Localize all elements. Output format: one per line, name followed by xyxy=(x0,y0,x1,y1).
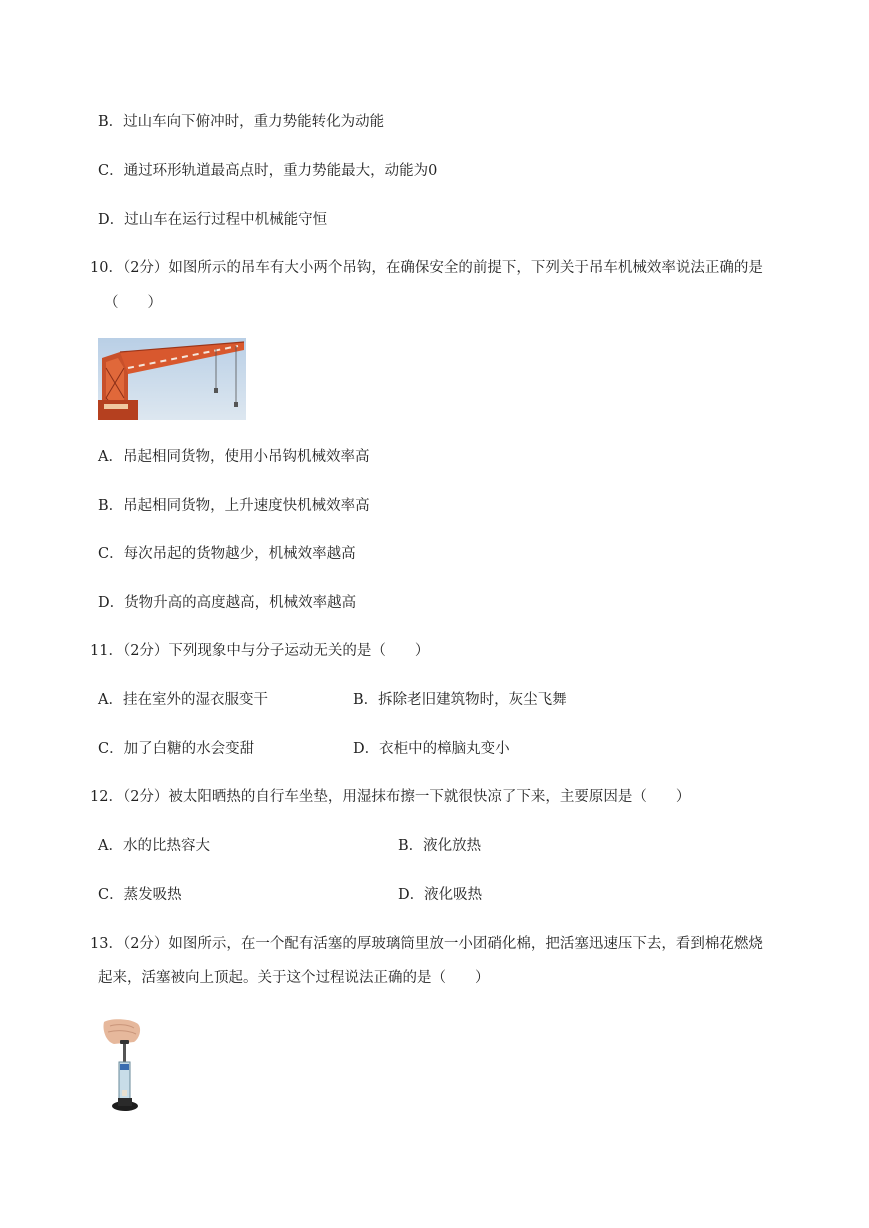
q12-stem: 12．（2分）被太阳晒热的自行车坐垫，用湿抹布擦一下就很快凉了下来，主要原因是（ ） xyxy=(90,789,691,805)
q9-option-d: D．过山车在运行过程中机械能守恒 xyxy=(98,212,328,228)
q12-option-c: C．蒸发吸热 xyxy=(98,887,182,903)
q9-option-b: B．过山车向下俯冲时，重力势能转化为动能 xyxy=(98,114,385,130)
q11-option-a: A．挂在室外的湿衣服变干 xyxy=(98,692,268,708)
q10-option-d: D．货物升高的高度越高，机械效率越高 xyxy=(98,595,357,611)
q13-stem-line2: 起来，活塞被向上顶起。关于这个过程说法正确的是（ ） xyxy=(98,970,490,986)
q12-option-a: A．水的比热容大 xyxy=(98,838,210,854)
q11-stem: 11．（2分）下列现象中与分子运动无关的是（ ） xyxy=(90,643,430,659)
q10-stem: 10．（2分）如图所示的吊车有大小两个吊钩，在确保安全的前提下，下列关于吊车机械效率说法正确的是 xyxy=(90,260,763,276)
q10-option-b: B．吊起相同货物，上升速度快机械效率高 xyxy=(98,498,370,514)
q11-option-d: D．衣柜中的樟脑丸变小 xyxy=(353,741,510,757)
q13-stem: 13．（2分）如图所示，在一个配有活塞的厚玻璃筒里放一小团硝化棉，把活塞迅速压下去，看到棉花燃烧 xyxy=(90,936,763,952)
piston-cylinder-photo xyxy=(100,1018,145,1114)
q10-option-a: A．吊起相同货物，使用小吊钩机械效率高 xyxy=(98,449,370,465)
q12-option-d: D．液化吸热 xyxy=(398,887,483,903)
q9-option-c: C．通过环形轨道最高点时，重力势能最大，动能为0 xyxy=(98,163,438,179)
q10-option-c: C．每次吊起的货物越少，机械效率越高 xyxy=(98,546,356,562)
crane-photo xyxy=(98,338,246,420)
q12-option-b: B．液化放热 xyxy=(398,838,482,854)
q10-stem-bracket: （ ） xyxy=(104,295,162,311)
q11-option-c: C．加了白糖的水会变甜 xyxy=(98,741,255,757)
q11-option-b: B．拆除老旧建筑物时，灰尘飞舞 xyxy=(353,692,567,708)
